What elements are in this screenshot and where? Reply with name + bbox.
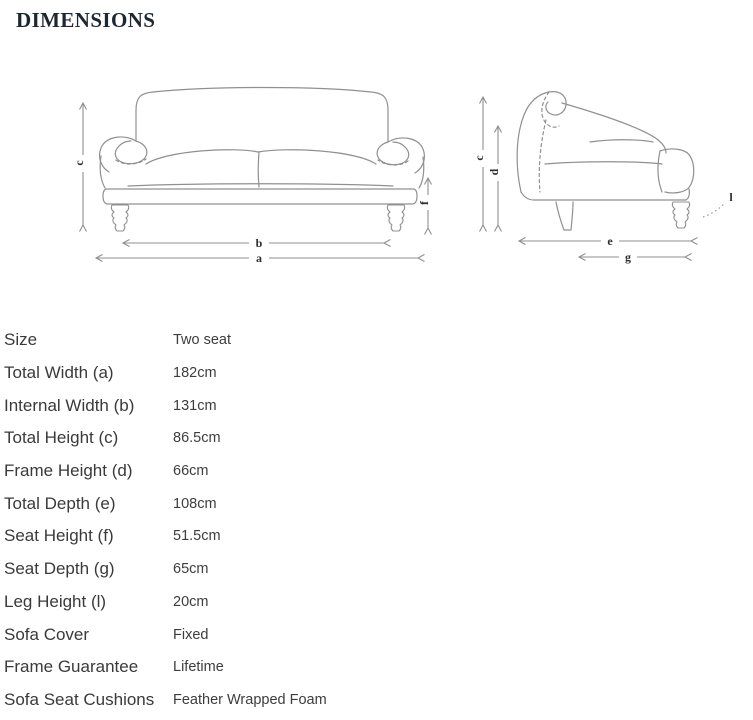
dimensions-diagram — [0, 0, 753, 305]
spec-value: 108cm — [173, 495, 217, 512]
table-row — [4, 651, 424, 684]
front-view-dimensions — [83, 103, 428, 258]
side-base — [521, 189, 689, 200]
table-row — [4, 389, 424, 422]
spec-value: 51.5cm — [173, 528, 221, 545]
sofa-diagram-svg — [0, 0, 753, 300]
page-title: DIMENSIONS — [16, 8, 156, 32]
front-left-side — [100, 156, 105, 188]
front-right-arm-roll — [377, 142, 408, 165]
dimensions-spec-table — [4, 324, 424, 716]
spec-value: Fixed — [173, 626, 209, 643]
sofa-front-view — [100, 88, 425, 232]
spec-value: 86.5cm — [173, 430, 221, 447]
spec-label: Internal Width (b) — [4, 395, 135, 415]
front-cushion-seam — [258, 152, 259, 187]
spec-label: Frame Guarantee — [4, 657, 139, 677]
front-left-arm-roll — [115, 141, 146, 164]
front-cushion-top — [146, 150, 376, 164]
spec-label: Sofa Cover — [4, 624, 90, 644]
front-cushion-bottom — [128, 184, 393, 186]
side-label-c: c — [472, 155, 486, 161]
side-label-l: l — [729, 190, 733, 204]
table-row — [4, 520, 424, 553]
table-row — [4, 487, 424, 520]
front-left-leg — [111, 205, 128, 231]
side-label-d: d — [487, 168, 501, 176]
table-row — [4, 357, 424, 390]
spec-value: Two seat — [173, 332, 232, 349]
table-row — [4, 586, 424, 619]
front-right-arm-outer — [388, 138, 424, 173]
side-back-inner-seam — [539, 120, 546, 192]
side-back-outer — [517, 92, 566, 192]
side-arm-top — [590, 140, 653, 142]
spec-value: 65cm — [173, 561, 209, 578]
side-back-scroll-seam — [542, 92, 559, 127]
spec-value: 131cm — [173, 397, 217, 414]
side-seat-seam — [545, 162, 662, 164]
front-right-side — [419, 157, 424, 188]
table-row — [4, 553, 424, 586]
spec-label: Seat Height (f) — [4, 526, 114, 546]
spec-label: Leg Height (l) — [4, 591, 107, 611]
side-back-leg — [556, 202, 573, 230]
spec-value: 182cm — [173, 365, 217, 382]
sofa-side-view — [517, 92, 694, 230]
side-view-dimensions — [483, 97, 725, 257]
spec-label: Sofa Seat Cushions — [4, 689, 155, 709]
spec-label: Frame Height (d) — [4, 461, 133, 481]
side-leg-leader-line — [703, 203, 725, 217]
spec-label: Total Depth (e) — [4, 493, 116, 513]
spec-label: Size — [4, 330, 38, 350]
table-row — [4, 324, 424, 357]
table-row — [4, 684, 424, 717]
front-base — [103, 189, 417, 204]
spec-value: Feather Wrapped Foam — [173, 691, 327, 708]
front-right-leg — [387, 205, 404, 231]
front-label-f: f — [417, 201, 431, 205]
front-left-arm-outer — [100, 137, 136, 172]
side-arm-front-inner — [658, 151, 662, 192]
spec-label: Total Width (a) — [4, 363, 114, 383]
side-label-g: g — [625, 250, 631, 264]
side-label-e: e — [607, 234, 613, 248]
table-row — [4, 422, 424, 455]
spec-value: 66cm — [173, 463, 209, 480]
spec-value: Lifetime — [173, 659, 224, 676]
spec-label: Total Height (c) — [4, 428, 119, 448]
spec-value: 20cm — [173, 593, 209, 610]
table-row — [4, 455, 424, 488]
front-back-outline — [136, 88, 388, 143]
spec-label: Seat Depth (g) — [4, 559, 115, 579]
front-label-c: c — [72, 160, 86, 166]
side-back-cushion — [562, 103, 666, 153]
side-arm-front — [660, 149, 694, 193]
side-front-leg — [672, 202, 689, 228]
front-label-a: a — [256, 251, 262, 265]
table-row — [4, 618, 424, 651]
front-label-b: b — [255, 236, 263, 250]
